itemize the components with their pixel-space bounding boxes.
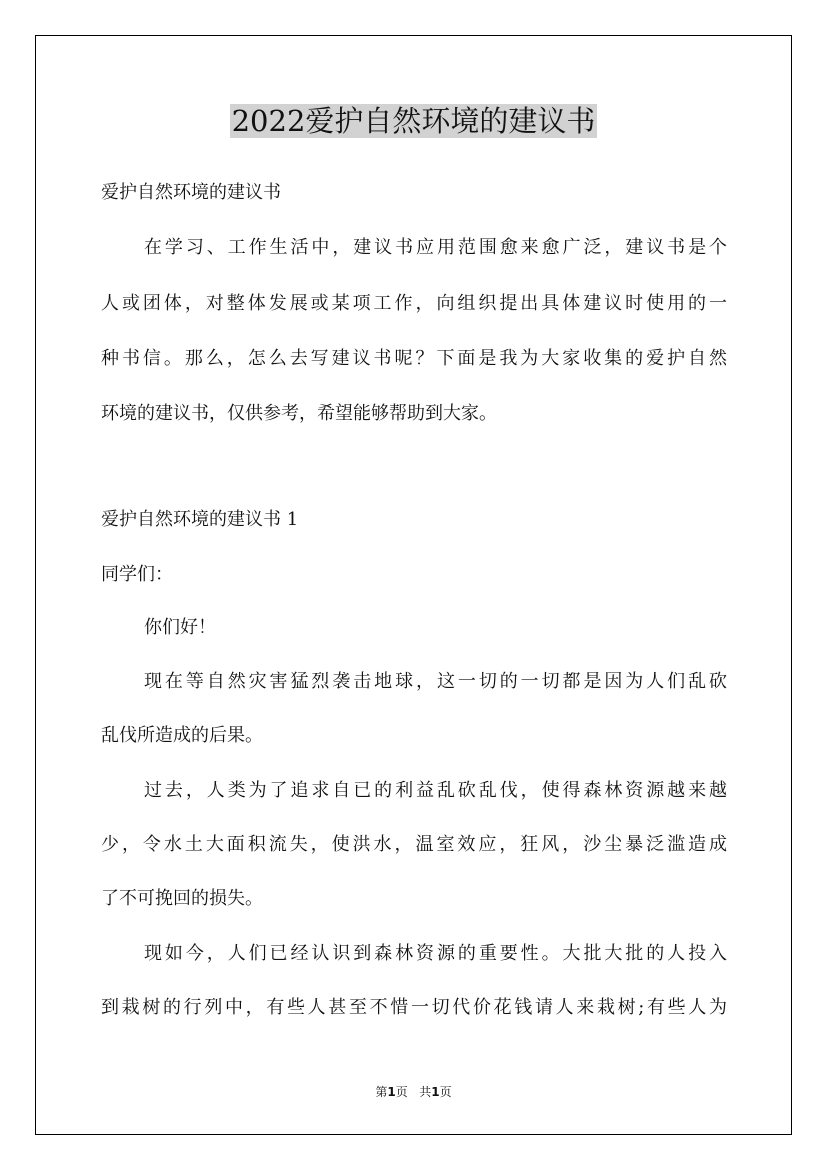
- salutation: 同学们：: [101, 564, 173, 585]
- footer-page-mid: 页 共: [395, 1085, 432, 1099]
- document-title-text: 2022爱护自然环境的建议书: [231, 104, 596, 138]
- footer-page-total: 1: [431, 1085, 440, 1099]
- intro-line-4: 环境的建议书，仅供参考，希望能够帮助到大家。: [101, 403, 497, 424]
- document-title: [0, 101, 827, 141]
- intro-line-2: 人或团体，对整体发展或某项工作，向组织提出具体建议时使用的一: [101, 293, 727, 314]
- footer-page-prefix: 第: [375, 1085, 388, 1099]
- para3-line-1: 现如今，人们已经认识到森林资源的重要性。大批大批的人投入: [144, 943, 727, 964]
- intro-line-1: 在学习、工作生活中，建议书应用范围愈来愈广泛，建议书是个: [144, 237, 727, 258]
- section-heading: 爱护自然环境的建议书 1: [101, 509, 299, 530]
- para2-line-3: 了不可挽回的损失。: [101, 888, 263, 909]
- para3-line-2: 到栽树的行列中，有些人甚至不惜一切代价花钱请人来栽树;有些人为: [101, 997, 727, 1018]
- document-subtitle: 爱护自然环境的建议书: [101, 182, 281, 203]
- para1-line-2: 乱伐所造成的后果。: [101, 725, 263, 746]
- intro-line-3: 种书信。那么，怎么去写建议书呢？下面是我为大家收集的爱护自然: [101, 348, 727, 369]
- greeting: 你们好！: [144, 617, 216, 638]
- footer-page-suffix: 页: [439, 1085, 452, 1099]
- para2-line-2: 少，令水土大面积流失，使洪水，温室效应，狂风，沙尘暴泛滥造成: [101, 834, 727, 855]
- footer-page-current: 1: [387, 1085, 396, 1099]
- para1-line-1: 现在等自然灾害猛烈袭击地球，这一切的一切都是因为人们乱砍: [144, 671, 727, 692]
- para2-line-1: 过去，人类为了追求自已的利益乱砍乱伐，使得森林资源越来越: [144, 780, 727, 801]
- page-footer: [0, 1083, 827, 1101]
